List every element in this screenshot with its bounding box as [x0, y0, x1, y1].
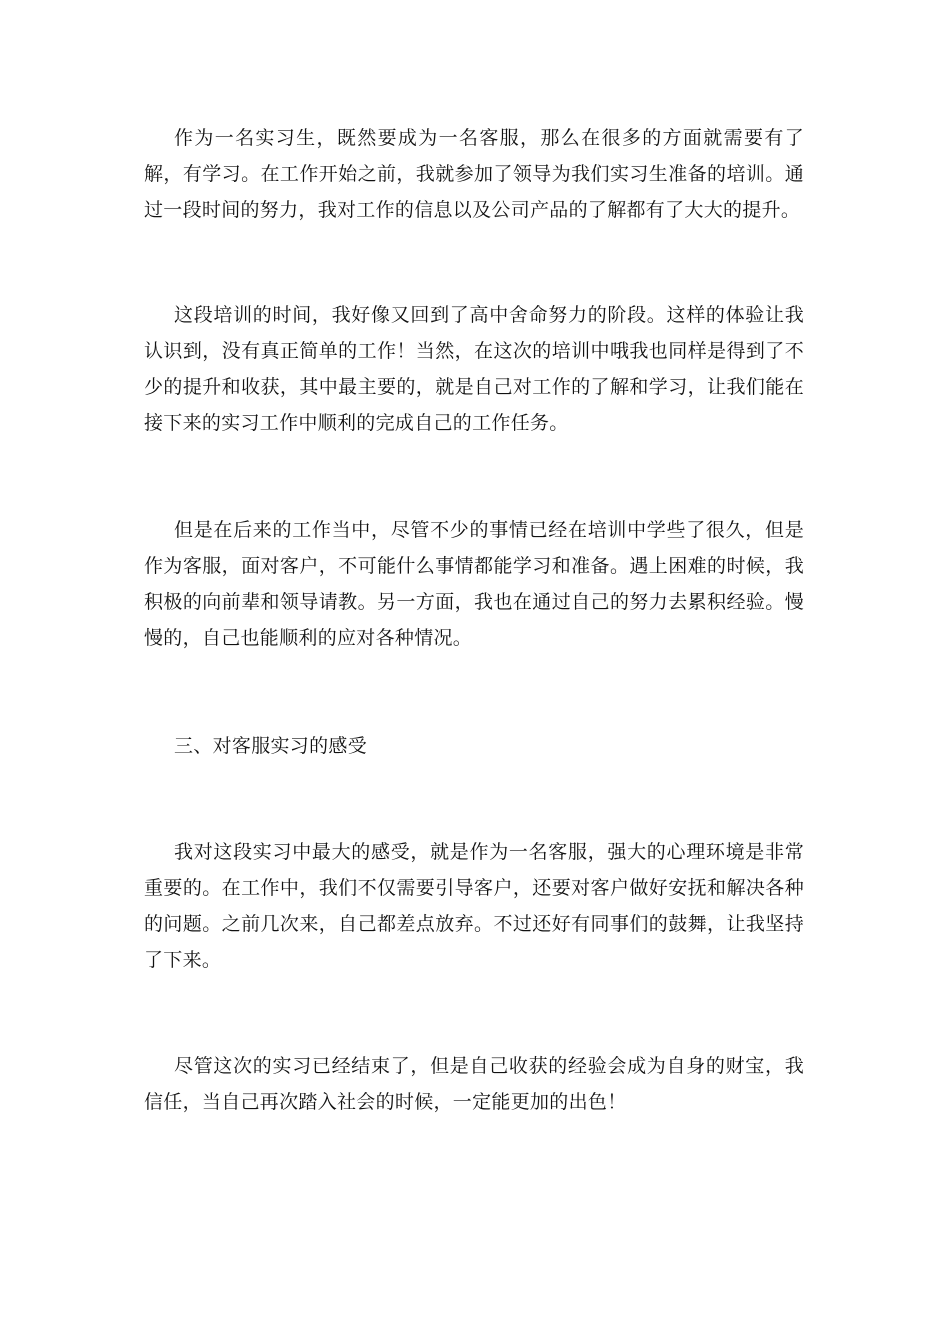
- paragraph-training-experience: 这段培训的时间，我好像又回到了高中舍命努力的阶段。这样的体验让我认识到，没有真正简单的工作！当然，在这次的培训中哦我也同样是得到了不少的提升和收获，其中最主要的，就是自己对工作的了解和学习，让我们能在接下来的实习工作中顺利的完成自己的工作任务。: [144, 304, 804, 434]
- paragraph-conclusion: 尽管这次的实习已经结束了，但是自己收获的经验会成为自身的财宝，我信任，当自己再次踏入社会的时候，一定能更加的出色！: [144, 1055, 804, 1113]
- paragraph-work-challenges: 但是在后来的工作当中，尽管不少的事情已经在培训中学些了很久，但是作为客服，面对客户，不可能什么事情都能学习和准备。遇上困难的时候，我积极的向前辈和领导请教。另一方面，我也在通过自己的努力去累积经验。慢慢的，自己也能顺利的应对各种情况。: [144, 519, 804, 649]
- section-heading: 三、对客服实习的感受: [174, 735, 368, 757]
- paragraph-training-intro: 作为一名实习生，既然要成为一名客服，那么在很多的方面就需要有了解，有学习。在工作开始之前，我就参加了领导为我们实习生准备的培训。通过一段时间的努力，我对工作的信息以及公司产品的了解都有了大大的提升。: [144, 127, 804, 221]
- paragraph-main-feeling: 我对这段实习中最大的感受，就是作为一名客服，强大的心理环境是非常重要的。在工作中，我们不仅需要引导客户，还要对客户做好安抚和解决各种的问题。之前几次来，自己都差点放弃。不过还好有同事们的鼓舞，让我坚持了下来。: [144, 841, 804, 971]
